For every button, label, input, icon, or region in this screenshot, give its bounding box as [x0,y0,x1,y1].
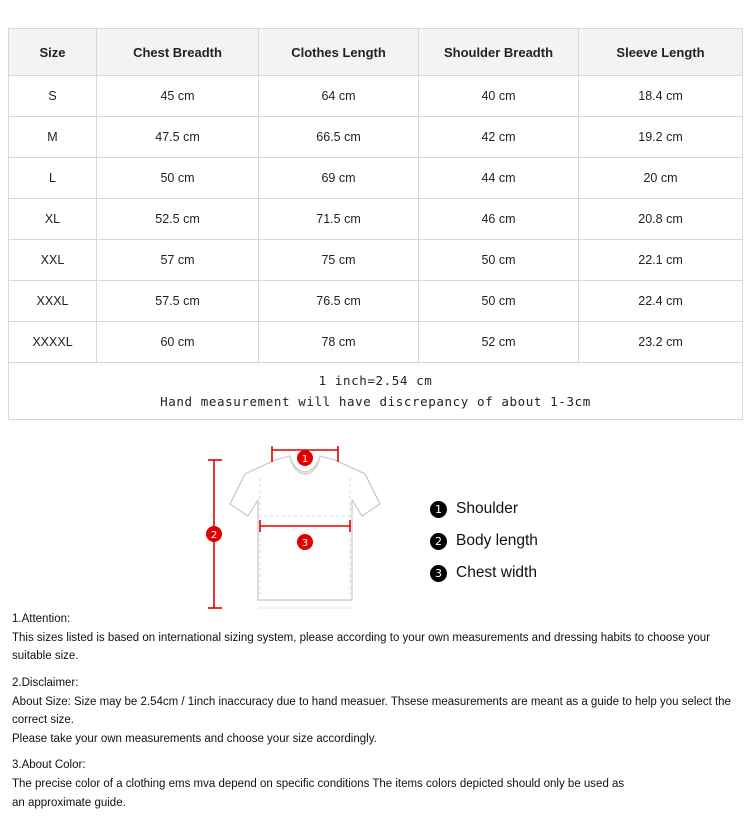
cell-shoulder-breadth: 42 cm [419,117,579,158]
color-line-2: an approximate guide. [12,796,126,809]
cell-size: XL [9,199,97,240]
tshirt-svg [200,432,420,622]
cell-shoulder-breadth: 50 cm [419,240,579,281]
table-row [9,117,743,158]
color-line-1: The precise color of a clothing ems mva depend on specific conditions The items colors depicted should only be used as [12,778,625,790]
legend-item-body-length [430,532,650,550]
column-header-size: Size [9,29,97,76]
diagram-legend [430,500,650,596]
marker-1-label: 1 [301,454,309,465]
table-row [9,322,743,363]
column-header-shoulder-breadth: Shoulder Breadth [419,29,579,76]
column-header-clothes-length: Clothes Length [259,29,419,76]
cell-clothes-length: 78 cm [259,322,419,363]
size-table-head [9,29,743,76]
attention-title: 1.Attention: [12,613,71,625]
attention-block [12,610,742,666]
cell-clothes-length: 69 cm [259,158,419,199]
cell-sleeve-length: 20.8 cm [579,199,743,240]
column-header-chest-breadth: Chest Breadth [97,29,259,76]
tshirt-outline [230,456,380,600]
legend-item-shoulder [430,500,650,518]
legend-label-chest-width: Chest width [456,564,537,581]
color-block [12,756,742,812]
hand-measurement-note: Hand measurement will have discrepancy of about 1-3cm [160,394,591,409]
cell-shoulder-breadth: 46 cm [419,199,579,240]
disclaimer-title: 2.Disclaimer: [12,676,79,689]
table-header-row [9,29,743,76]
cell-chest-breadth: 57 cm [97,240,259,281]
cell-sleeve-length: 22.1 cm [579,240,743,281]
legend-number-2-icon: 2 [430,533,447,550]
cell-clothes-length: 75 cm [259,240,419,281]
cell-chest-breadth: 47.5 cm [97,117,259,158]
cell-clothes-length: 76.5 cm [259,281,419,322]
disclaimer-line-1: About Size: Size may be 2.54cm / 1inch inaccuracy due to hand measuer. Thsese measurements are meant as a guide to help you select the correct size. [12,695,731,727]
cell-size: XXL [9,240,97,281]
table-row [9,199,743,240]
attention-text: This sizes listed is based on international sizing system, please according to your own measurements and dressing habits to choose your suitable size. [12,631,711,663]
footer-notes [12,610,742,820]
table-row [9,240,743,281]
size-table-container [8,28,742,420]
size-table [8,28,743,420]
marker-3-label: 3 [301,538,309,549]
cell-sleeve-length: 19.2 cm [579,117,743,158]
table-row [9,76,743,117]
inch-conversion-note: 1 inch=2.54 cm [318,372,433,388]
cell-sleeve-length: 23.2 cm [579,322,743,363]
cell-clothes-length: 66.5 cm [259,117,419,158]
cell-sleeve-length: 22.4 cm [579,281,743,322]
cell-chest-breadth: 52.5 cm [97,199,259,240]
cell-clothes-length: 64 cm [259,76,419,117]
cell-shoulder-breadth: 52 cm [419,322,579,363]
disclaimer-line-2: Please take your own measurements and choose your size accordingly. [12,732,377,745]
cell-shoulder-breadth: 50 cm [419,281,579,322]
legend-number-1-icon: 1 [430,501,447,518]
cell-size: L [9,158,97,199]
cell-shoulder-breadth: 44 cm [419,158,579,199]
disclaimer-block [12,674,742,749]
legend-item-chest-width [430,564,650,582]
size-table-body [9,76,743,420]
tshirt-diagram [200,432,420,622]
legend-number-3-icon: 3 [430,565,447,582]
cell-shoulder-breadth: 40 cm [419,76,579,117]
cell-chest-breadth: 57.5 cm [97,281,259,322]
cell-chest-breadth: 60 cm [97,322,259,363]
cell-clothes-length: 71.5 cm [259,199,419,240]
cell-size: XXXL [9,281,97,322]
cell-chest-breadth: 45 cm [97,76,259,117]
cell-sleeve-length: 20 cm [579,158,743,199]
cell-size: M [9,117,97,158]
marker-2-label: 2 [210,530,218,541]
legend-label-body-length: Body length [456,532,538,549]
cell-size: S [9,76,97,117]
table-row [9,281,743,322]
cell-chest-breadth: 50 cm [97,158,259,199]
column-header-sleeve-length: Sleeve Length [579,29,743,76]
cell-sleeve-length: 18.4 cm [579,76,743,117]
table-note-row [9,363,743,420]
table-row [9,158,743,199]
cell-size: XXXXL [9,322,97,363]
color-title: 3.About Color: [12,759,86,772]
measurement-note-cell [9,363,743,420]
legend-label-shoulder: Shoulder [456,500,519,517]
